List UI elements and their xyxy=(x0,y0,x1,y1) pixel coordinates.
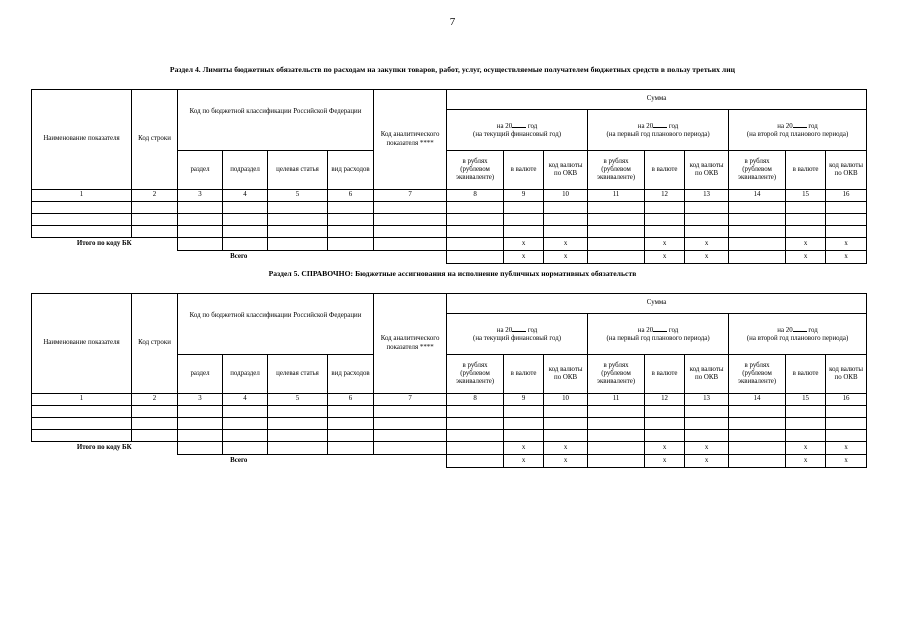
header-bk-code: Код по бюджетной классификации Российской Федерации xyxy=(178,90,374,151)
data-cell[interactable] xyxy=(729,238,786,251)
data-cell[interactable] xyxy=(685,418,729,430)
data-cell[interactable] xyxy=(178,406,223,418)
data-cell[interactable] xyxy=(132,202,178,214)
column-number: 10 xyxy=(544,190,588,202)
column-number: 3 xyxy=(178,190,223,202)
data-cell[interactable] xyxy=(223,214,268,226)
data-cell[interactable] xyxy=(178,238,223,251)
header-analytic-code: Код аналитического показателя **** xyxy=(374,90,447,190)
column-number: 4 xyxy=(223,394,268,406)
data-cell[interactable] xyxy=(645,202,685,214)
data-cell[interactable] xyxy=(729,202,786,214)
data-cell[interactable] xyxy=(374,238,447,251)
data-cell[interactable] xyxy=(729,430,786,442)
x-mark: x xyxy=(786,442,826,455)
x-mark: x xyxy=(544,238,588,251)
header-podrazdel: подраздел xyxy=(223,151,268,190)
data-cell[interactable] xyxy=(826,226,867,238)
header-row-code: Код строки xyxy=(132,90,178,190)
data-cell[interactable] xyxy=(544,406,588,418)
header-sum: Сумма xyxy=(447,90,867,110)
data-cell[interactable] xyxy=(504,214,544,226)
data-cell[interactable] xyxy=(328,238,374,251)
header-val: в валюте xyxy=(786,355,826,394)
data-cell[interactable] xyxy=(132,214,178,226)
data-cell[interactable] xyxy=(504,430,544,442)
data-cell[interactable] xyxy=(447,430,504,442)
data-cell[interactable] xyxy=(729,442,786,455)
column-number: 12 xyxy=(645,394,685,406)
total-all-label: Всего xyxy=(230,457,248,465)
data-cell[interactable] xyxy=(374,442,447,455)
data-cell[interactable] xyxy=(328,442,374,455)
data-cell[interactable] xyxy=(729,455,786,468)
header-year-second-plan: на 20 год (на второй год планового периода) xyxy=(729,110,867,151)
header-rub: в рублях (рублевом эквиваленте) xyxy=(447,355,504,394)
data-cell[interactable] xyxy=(685,406,729,418)
header-rub: в рублях (рублевом эквиваленте) xyxy=(729,151,786,190)
data-cell[interactable] xyxy=(685,214,729,226)
x-mark: x xyxy=(645,455,685,468)
header-rub: в рублях (рублевом эквиваленте) xyxy=(588,151,645,190)
data-cell[interactable] xyxy=(328,406,374,418)
data-cell[interactable] xyxy=(223,238,268,251)
data-cell[interactable] xyxy=(268,226,328,238)
x-mark: x xyxy=(685,251,729,264)
x-mark: x xyxy=(544,442,588,455)
column-number: 8 xyxy=(447,394,504,406)
data-cell[interactable] xyxy=(588,238,645,251)
data-cell[interactable] xyxy=(504,226,544,238)
data-cell[interactable] xyxy=(645,418,685,430)
data-cell[interactable] xyxy=(544,418,588,430)
header-year-current: на 20 год (на текущий финансовый год) xyxy=(447,110,588,151)
table-row xyxy=(32,226,867,238)
header-val: в валюте xyxy=(645,151,685,190)
header-val: в валюте xyxy=(786,151,826,190)
table-row xyxy=(32,406,867,418)
data-cell[interactable] xyxy=(786,418,826,430)
data-cell[interactable] xyxy=(544,430,588,442)
data-cell[interactable] xyxy=(374,430,447,442)
data-cell[interactable] xyxy=(826,214,867,226)
data-cell[interactable] xyxy=(729,226,786,238)
data-cell[interactable] xyxy=(328,214,374,226)
page-number: 7 xyxy=(449,16,456,28)
header-razdel: раздел xyxy=(178,151,223,190)
header-sum: Сумма xyxy=(447,294,867,314)
x-mark: x xyxy=(504,238,544,251)
data-cell[interactable] xyxy=(178,202,223,214)
data-cell[interactable] xyxy=(447,202,504,214)
section-4-table xyxy=(31,89,867,264)
column-number: 16 xyxy=(826,190,867,202)
column-number: 7 xyxy=(374,190,447,202)
header-year-first-plan: на 20 год (на первый год планового периода) xyxy=(588,110,729,151)
data-cell[interactable] xyxy=(223,406,268,418)
data-cell[interactable] xyxy=(328,202,374,214)
data-cell[interactable] xyxy=(588,214,645,226)
x-mark: x xyxy=(544,455,588,468)
data-cell[interactable] xyxy=(178,226,223,238)
data-cell[interactable] xyxy=(268,418,328,430)
header-name: Наименование показателя xyxy=(32,90,132,190)
data-cell[interactable] xyxy=(544,202,588,214)
total-all-row xyxy=(32,455,867,468)
header-vid: вид расходов xyxy=(328,355,374,394)
total-bk-row xyxy=(32,238,867,251)
data-cell[interactable] xyxy=(826,406,867,418)
data-cell[interactable] xyxy=(268,214,328,226)
data-cell[interactable] xyxy=(447,455,504,468)
data-cell[interactable] xyxy=(178,214,223,226)
header-rub: в рублях (рублевом эквиваленте) xyxy=(588,355,645,394)
x-mark: x xyxy=(685,238,729,251)
total-all-label: Всего xyxy=(230,253,248,261)
x-mark: x xyxy=(826,442,867,455)
header-okv: код валюты по ОКВ xyxy=(826,151,867,190)
data-cell[interactable] xyxy=(268,442,328,455)
data-cell[interactable] xyxy=(685,430,729,442)
data-cell[interactable] xyxy=(374,406,447,418)
data-cell[interactable] xyxy=(223,418,268,430)
x-mark: x xyxy=(685,455,729,468)
header-celevaya: целевая статья xyxy=(268,151,328,190)
data-cell[interactable] xyxy=(447,214,504,226)
data-cell[interactable] xyxy=(447,238,504,251)
data-cell[interactable] xyxy=(447,418,504,430)
total-bk-label: Итого по коду БК xyxy=(76,444,132,452)
header-year-second-plan: на 20 год (на второй год планового периода) xyxy=(729,314,867,355)
column-number: 14 xyxy=(729,190,786,202)
data-cell[interactable] xyxy=(826,430,867,442)
column-number: 15 xyxy=(786,394,826,406)
data-cell[interactable] xyxy=(786,226,826,238)
header-bk-code: Код по бюджетной классификации Российской Федерации xyxy=(178,294,374,355)
column-number: 15 xyxy=(786,190,826,202)
section-5-title: Раздел 5. СПРАВОЧНО: Бюджетные ассигнования на исполнение публичных нормативных обязательств xyxy=(268,269,637,278)
column-number: 13 xyxy=(685,190,729,202)
x-mark: x xyxy=(504,442,544,455)
column-number: 6 xyxy=(328,190,374,202)
x-mark: x xyxy=(786,251,826,264)
column-number: 7 xyxy=(374,394,447,406)
table-row xyxy=(32,430,867,442)
header-okv: код валюты по ОКВ xyxy=(826,355,867,394)
data-cell[interactable] xyxy=(685,226,729,238)
data-cell[interactable] xyxy=(447,406,504,418)
data-cell[interactable] xyxy=(786,430,826,442)
data-cell[interactable] xyxy=(447,251,504,264)
column-number: 1 xyxy=(32,394,132,406)
data-cell[interactable] xyxy=(786,406,826,418)
x-mark: x xyxy=(786,238,826,251)
table-row xyxy=(32,202,867,214)
data-cell[interactable] xyxy=(223,202,268,214)
data-cell[interactable] xyxy=(223,226,268,238)
data-cell[interactable] xyxy=(268,238,328,251)
data-cell[interactable] xyxy=(588,251,645,264)
data-cell[interactable] xyxy=(588,442,645,455)
x-mark: x xyxy=(645,251,685,264)
data-cell[interactable] xyxy=(588,430,645,442)
data-cell[interactable] xyxy=(588,226,645,238)
header-analytic-code: Код аналитического показателя **** xyxy=(374,294,447,394)
column-number: 4 xyxy=(223,190,268,202)
data-cell[interactable] xyxy=(729,406,786,418)
data-cell[interactable] xyxy=(374,202,447,214)
header-rub: в рублях (рублевом эквиваленте) xyxy=(447,151,504,190)
header-row-code: Код строки xyxy=(132,294,178,394)
x-mark: x xyxy=(685,442,729,455)
header-okv: код валюты по ОКВ xyxy=(685,151,729,190)
data-cell[interactable] xyxy=(223,430,268,442)
data-cell[interactable] xyxy=(729,251,786,264)
total-bk-label: Итого по коду БК xyxy=(76,240,132,248)
data-cell[interactable] xyxy=(504,406,544,418)
header-podrazdel: подраздел xyxy=(223,355,268,394)
column-number: 10 xyxy=(544,394,588,406)
section-5-table xyxy=(31,293,867,468)
data-cell[interactable] xyxy=(504,418,544,430)
column-number: 2 xyxy=(132,190,178,202)
header-year-first-plan: на 20 год (на первый год планового периода) xyxy=(588,314,729,355)
data-cell[interactable] xyxy=(178,418,223,430)
data-cell[interactable] xyxy=(268,406,328,418)
header-okv: код валюты по ОКВ xyxy=(544,151,588,190)
data-cell[interactable] xyxy=(178,442,223,455)
header-val: в валюте xyxy=(504,355,544,394)
header-celevaya: целевая статья xyxy=(268,355,328,394)
column-number: 5 xyxy=(268,190,328,202)
x-mark: x xyxy=(826,251,867,264)
data-cell[interactable] xyxy=(645,406,685,418)
x-mark: x xyxy=(544,251,588,264)
data-cell[interactable] xyxy=(504,202,544,214)
data-cell[interactable] xyxy=(826,418,867,430)
column-number: 6 xyxy=(328,394,374,406)
data-cell[interactable] xyxy=(544,226,588,238)
data-cell[interactable] xyxy=(645,430,685,442)
table-row xyxy=(32,214,867,226)
column-number: 3 xyxy=(178,394,223,406)
data-cell[interactable] xyxy=(729,418,786,430)
column-number: 9 xyxy=(504,190,544,202)
data-cell[interactable] xyxy=(826,202,867,214)
header-okv: код валюты по ОКВ xyxy=(685,355,729,394)
data-cell[interactable] xyxy=(223,442,268,455)
data-cell[interactable] xyxy=(544,214,588,226)
data-cell[interactable] xyxy=(786,214,826,226)
data-cell[interactable] xyxy=(374,226,447,238)
data-cell[interactable] xyxy=(374,214,447,226)
data-cell[interactable] xyxy=(588,202,645,214)
x-mark: x xyxy=(645,238,685,251)
data-cell[interactable] xyxy=(132,430,178,442)
data-cell[interactable] xyxy=(328,418,374,430)
data-cell[interactable] xyxy=(685,202,729,214)
data-cell[interactable] xyxy=(447,226,504,238)
data-cell[interactable] xyxy=(268,430,328,442)
header-okv: код валюты по ОКВ xyxy=(544,355,588,394)
header-year-current: на 20 год (на текущий финансовый год) xyxy=(447,314,588,355)
column-number: 11 xyxy=(588,394,645,406)
x-mark: x xyxy=(645,442,685,455)
column-number: 5 xyxy=(268,394,328,406)
column-number: 14 xyxy=(729,394,786,406)
data-cell[interactable] xyxy=(132,406,178,418)
total-all-row xyxy=(32,251,867,264)
header-razdel: раздел xyxy=(178,355,223,394)
x-mark: x xyxy=(786,455,826,468)
data-cell[interactable] xyxy=(645,226,685,238)
section-4-title: Раздел 4. Лимиты бюджетных обязательств по расходам на закупки товаров, работ, услуг, осуществляемые получателем бюджетных средств в пользу третьих лиц xyxy=(169,65,736,74)
data-cell[interactable] xyxy=(786,202,826,214)
header-name: Наименование показателя xyxy=(32,294,132,394)
data-cell[interactable] xyxy=(588,455,645,468)
column-number: 2 xyxy=(132,394,178,406)
data-cell[interactable] xyxy=(729,214,786,226)
total-bk-row xyxy=(32,442,867,455)
data-cell[interactable] xyxy=(447,442,504,455)
data-cell[interactable] xyxy=(645,214,685,226)
table-row xyxy=(32,418,867,430)
data-cell[interactable] xyxy=(132,418,178,430)
column-number: 13 xyxy=(685,394,729,406)
header-rub: в рублях (рублевом эквиваленте) xyxy=(729,355,786,394)
data-cell[interactable] xyxy=(328,226,374,238)
x-mark: x xyxy=(826,238,867,251)
header-val: в валюте xyxy=(645,355,685,394)
header-val: в валюте xyxy=(504,151,544,190)
column-number: 16 xyxy=(826,394,867,406)
data-cell[interactable] xyxy=(132,226,178,238)
data-cell[interactable] xyxy=(178,430,223,442)
data-cell[interactable] xyxy=(268,202,328,214)
data-cell[interactable] xyxy=(374,418,447,430)
data-cell[interactable] xyxy=(588,406,645,418)
data-cell[interactable] xyxy=(328,430,374,442)
header-vid: вид расходов xyxy=(328,151,374,190)
data-cell[interactable] xyxy=(588,418,645,430)
x-mark: x xyxy=(504,455,544,468)
column-number: 12 xyxy=(645,190,685,202)
column-number: 9 xyxy=(504,394,544,406)
column-number: 1 xyxy=(32,190,132,202)
x-mark: x xyxy=(504,251,544,264)
column-number: 11 xyxy=(588,190,645,202)
x-mark: x xyxy=(826,455,867,468)
column-number: 8 xyxy=(447,190,504,202)
